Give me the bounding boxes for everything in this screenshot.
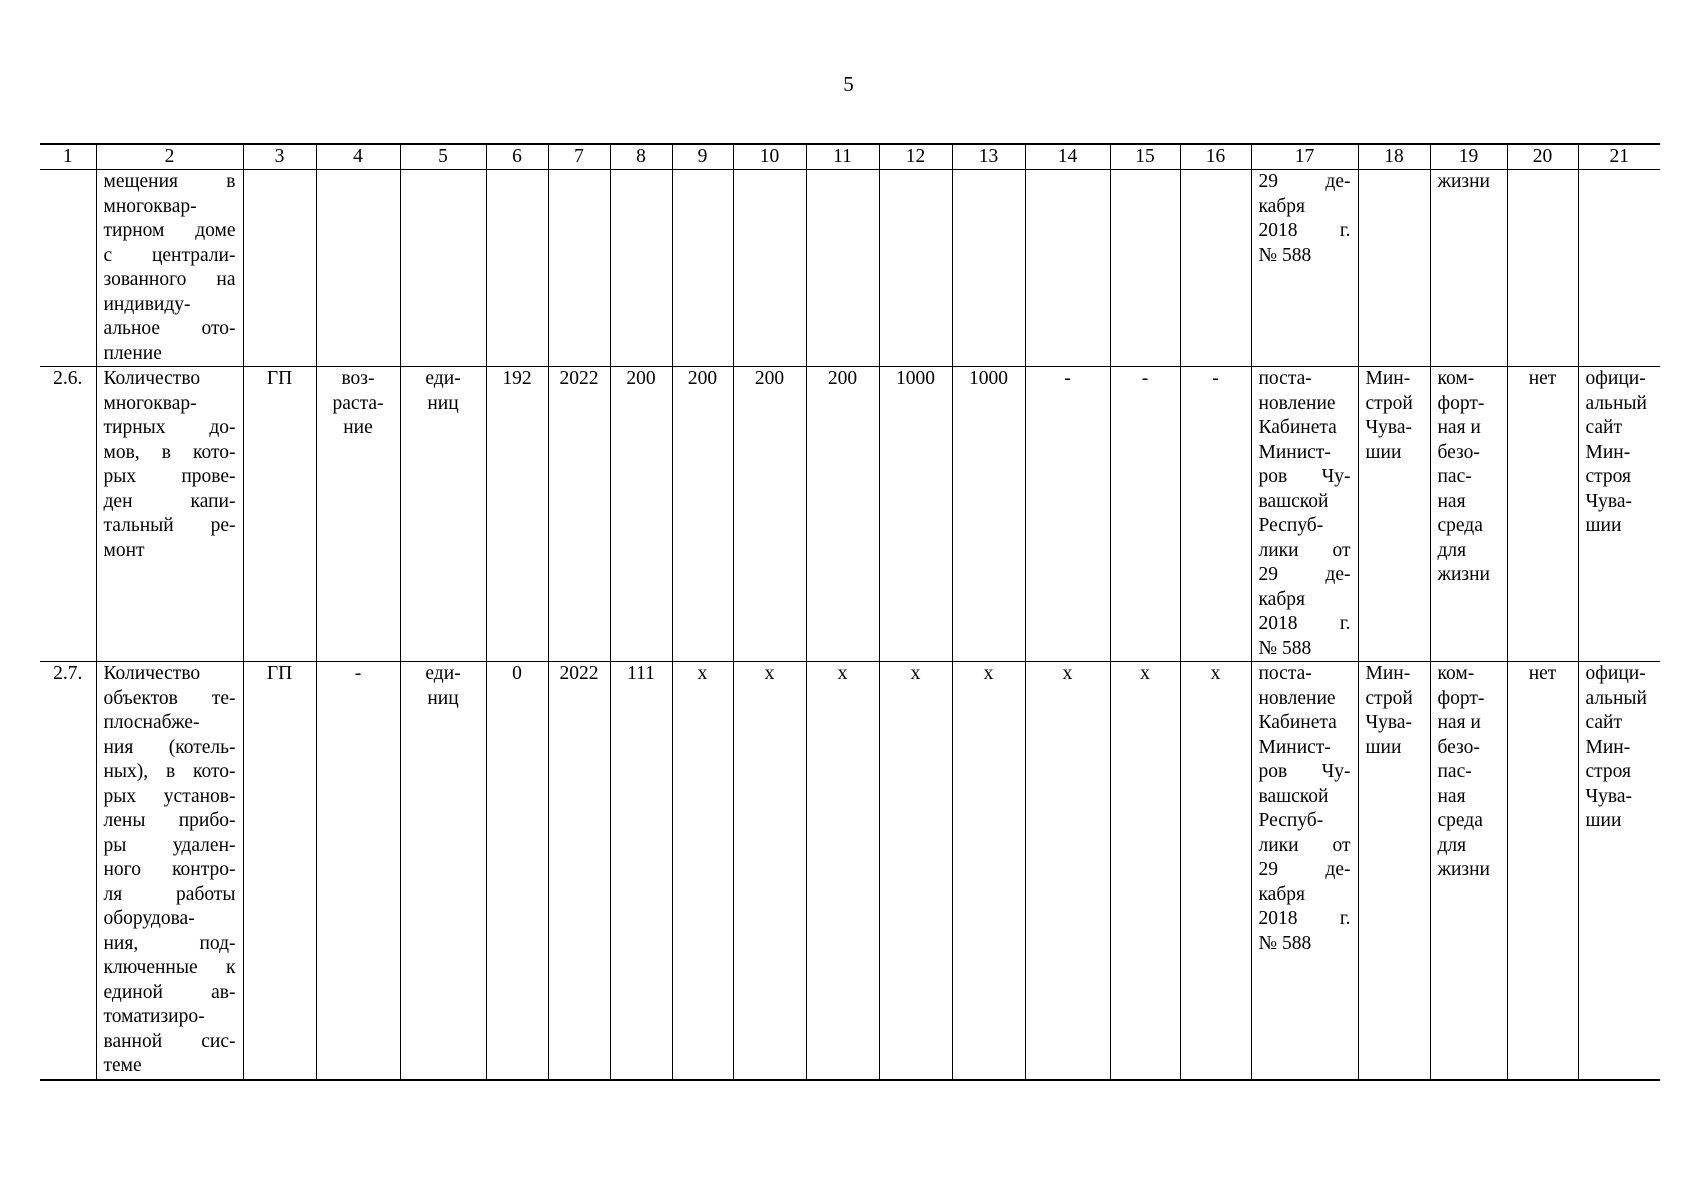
cell-line: раста- [332,392,384,414]
cell-line: ля работы [103,883,236,905]
cell-line: вашской [1258,490,1329,512]
cell-col-13: 1000 [952,367,1025,662]
column-header-12: 12 [879,144,952,170]
cell-col-19 [1430,367,1507,662]
cell-line: воз- [341,368,375,389]
cell-line: томатизиро- [103,1006,205,1027]
cell-line: Респуб- [1258,515,1324,536]
cell-col-1: 2.7. [40,662,96,1080]
cell-line: лены прибо- [103,810,236,831]
cell-line: ключенные к [103,957,236,978]
cell-line: пас- [1437,466,1472,487]
cell-col-3: ГП [243,662,316,1080]
column-header-8: 8 [610,144,672,170]
cell-line: 2018 г. [1258,220,1351,241]
cell-col-15 [1110,170,1180,367]
cell-col-7: 2022 [548,367,610,662]
cell-line: ная [1437,490,1466,512]
cell-col-9: 200 [672,367,733,662]
cell-line: шии [1365,736,1402,758]
cell-line: рых прове- [103,466,236,487]
cell-line: Минист- [1258,441,1331,463]
cell-line: тирном доме [103,220,236,241]
column-header-20: 20 [1507,144,1578,170]
cell-line: сайт [1585,712,1623,733]
cell-col-4 [316,170,400,367]
header-row [40,144,1660,170]
cell-line: 2018 г. [1258,908,1351,929]
cell-line: Чува- [1365,417,1413,438]
cell-line: строя [1585,466,1632,487]
cell-line: строй [1365,392,1413,414]
table-row [40,170,1660,367]
cell-line: жизни [1437,171,1490,192]
cell-col-14 [1025,170,1110,367]
cell-col-18 [1358,367,1430,662]
cell-line: 2018 г. [1258,613,1351,634]
cell-line: форт- [1437,687,1485,709]
cell-col-16: х [1180,662,1251,1080]
cell-line: тирных до- [103,417,236,438]
cell-line: с централи- [103,244,236,266]
column-header-18: 18 [1358,144,1430,170]
cell-col-17 [1251,662,1358,1080]
cell-line: Кабинета [1258,417,1337,438]
cell-col-17 [1251,170,1358,367]
cell-line: жизни [1437,564,1490,585]
cell-line: кабря [1258,883,1305,905]
cell-col-11 [806,170,879,367]
cell-line: Чува- [1585,785,1633,807]
cell-line: ванной сис- [103,1030,236,1052]
cell-line: новление [1258,687,1336,709]
cell-line: Мин- [1365,368,1411,389]
cell-line: строй [1365,687,1413,709]
cell-line: 29 де- [1258,171,1351,192]
cell-col-5 [400,662,486,1080]
cell-col-6: 0 [486,662,548,1080]
cell-line: ров Чу- [1258,761,1351,782]
cell-line: альный [1585,392,1647,414]
cell-line: Мин- [1585,441,1631,463]
cell-line: Чува- [1585,490,1633,512]
cell-line: ная и [1437,417,1481,438]
cell-line: - [354,663,362,684]
column-header-4: 4 [316,144,400,170]
cell-line: Кабинета [1258,712,1337,733]
cell-col-17 [1251,367,1358,662]
cell-col-18 [1358,662,1430,1080]
cell-line: Респуб- [1258,810,1324,831]
cell-line: кабря [1258,588,1305,610]
cell-col-4 [316,662,400,1080]
cell-line: Количество [103,663,201,684]
cell-line: сайт [1585,417,1623,438]
cell-line: офици- [1585,663,1646,684]
column-header-19: 19 [1430,144,1507,170]
cell-line: ния, под- [103,932,236,954]
cell-col-21 [1578,662,1660,1080]
cell-line: альный [1585,687,1647,709]
cell-col-10 [733,170,806,367]
column-header-14: 14 [1025,144,1110,170]
cell-line: ная [1437,785,1466,807]
cell-col-20: нет [1507,367,1578,662]
column-header-10: 10 [733,144,806,170]
cell-col-7 [548,170,610,367]
cell-line: плоснабже- [103,712,200,733]
cell-line: ние [343,417,373,438]
cell-line: единой ав- [103,981,236,1003]
cell-col-21 [1578,367,1660,662]
column-header-15: 15 [1110,144,1180,170]
cell-col-12 [879,170,952,367]
column-header-16: 16 [1180,144,1251,170]
cell-line: безо- [1437,441,1480,463]
cell-line: ных), в кото- [103,761,236,782]
cell-col-10: 200 [733,367,806,662]
cell-line: ком- [1437,368,1475,389]
cell-col-19 [1430,662,1507,1080]
column-header-13: 13 [952,144,1025,170]
cell-line: альное ото- [103,318,236,339]
cell-line: поста- [1258,663,1312,684]
cell-line: жизни [1437,859,1490,880]
cell-col-1: 2.6. [40,367,96,662]
cell-col-2 [96,367,243,662]
column-header-2: 2 [96,144,243,170]
cell-line: 29 де- [1258,564,1351,585]
cell-line: строя [1585,761,1632,782]
cell-line: ниц [427,687,459,709]
cell-line: новление [1258,392,1336,414]
cell-line: теме [103,1055,142,1076]
column-header-7: 7 [548,144,610,170]
cell-col-1 [40,170,96,367]
cell-line: ния (котель- [103,736,236,758]
cell-line: среда [1437,810,1483,831]
cell-line: безо- [1437,736,1480,758]
cell-col-15: - [1110,367,1180,662]
indicators-table [40,143,1660,1081]
cell-line: пас- [1437,761,1472,782]
cell-col-8: 111 [610,662,672,1080]
column-header-6: 6 [486,144,548,170]
cell-line: монт [103,539,145,561]
cell-col-20: нет [1507,662,1578,1080]
cell-col-8: 200 [610,367,672,662]
cell-line: поста- [1258,368,1312,389]
cell-col-21 [1578,170,1660,367]
cell-col-18 [1358,170,1430,367]
column-header-5: 5 [400,144,486,170]
cell-col-15: х [1110,662,1180,1080]
cell-line: многоквар- [103,195,197,217]
column-header-11: 11 [806,144,879,170]
cell-line: вашской [1258,785,1329,807]
cell-col-9 [672,170,733,367]
cell-line: ры удален- [103,834,236,856]
cell-col-11: х [806,662,879,1080]
cell-line: ного контро- [103,859,236,880]
cell-line: ров Чу- [1258,466,1351,487]
cell-line: зованного на [103,269,236,290]
cell-col-8 [610,170,672,367]
cell-line: тальный ре- [103,515,236,536]
cell-line: Чува- [1365,712,1413,733]
cell-line: индивиду- [103,293,191,315]
cell-col-11: 200 [806,367,879,662]
cell-line: шии [1365,441,1402,463]
cell-line: среда [1437,515,1483,536]
cell-col-6: 192 [486,367,548,662]
cell-col-9: х [672,662,733,1080]
cell-col-4 [316,367,400,662]
cell-line: многоквар- [103,392,197,414]
cell-line: ком- [1437,663,1475,684]
cell-line: еди- [425,368,461,389]
cell-col-12: 1000 [879,367,952,662]
table-row [40,662,1660,1080]
cell-line: Количество [103,368,201,389]
cell-col-3 [243,170,316,367]
cell-line: шии [1585,810,1622,831]
cell-col-16 [1180,170,1251,367]
table-row [40,367,1660,662]
cell-col-5 [400,170,486,367]
cell-col-16: - [1180,367,1251,662]
cell-line: лики от [1258,834,1351,856]
cell-col-10: х [733,662,806,1080]
cell-line: объектов те- [103,687,236,709]
cell-col-2 [96,170,243,367]
column-header-21: 21 [1578,144,1660,170]
cell-line: Мин- [1585,736,1631,758]
cell-col-13: х [952,662,1025,1080]
cell-line: № 588 [1258,932,1312,954]
cell-line: 29 де- [1258,859,1351,880]
cell-line: для [1437,834,1467,856]
cell-col-3: ГП [243,367,316,662]
cell-line: шии [1585,515,1622,536]
cell-line: кабря [1258,195,1305,217]
cell-col-19 [1430,170,1507,367]
cell-col-2 [96,662,243,1080]
cell-line: Мин- [1365,663,1411,684]
cell-line: форт- [1437,392,1485,414]
cell-col-6 [486,170,548,367]
cell-line: для [1437,539,1467,561]
cell-line: лики от [1258,539,1351,561]
cell-line: № 588 [1258,637,1312,659]
cell-line: ная и [1437,712,1481,733]
cell-line: № 588 [1258,244,1312,266]
cell-col-13 [952,170,1025,367]
cell-col-14: - [1025,367,1110,662]
cell-line: Минист- [1258,736,1331,758]
cell-line: ден капи- [103,490,236,512]
cell-line: ниц [427,392,459,414]
cell-line: еди- [425,663,461,684]
cell-col-7: 2022 [548,662,610,1080]
column-header-9: 9 [672,144,733,170]
cell-col-14: х [1025,662,1110,1080]
cell-col-12: х [879,662,952,1080]
cell-line: офици- [1585,368,1646,389]
cell-col-5 [400,367,486,662]
cell-col-20 [1507,170,1578,367]
cell-line: мещения в [103,171,236,192]
cell-line: рых установ- [103,785,236,807]
column-header-17: 17 [1251,144,1358,170]
cell-line: оборудова- [103,908,195,929]
cell-line: пление [103,342,162,364]
column-header-1: 1 [40,144,96,170]
cell-line: мов, в кото- [103,441,236,463]
page-number: 5 [843,72,854,96]
column-header-3: 3 [243,144,316,170]
